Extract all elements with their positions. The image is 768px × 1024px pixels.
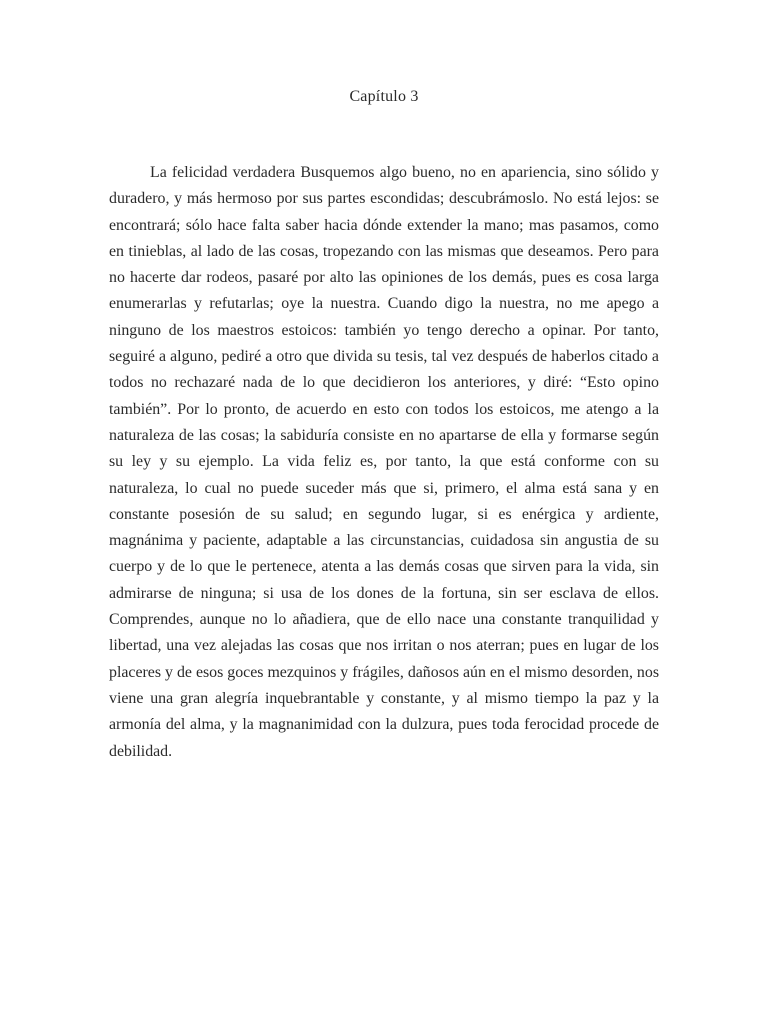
body-paragraph: La felicidad verdadera Busquemos algo bueno, no en apariencia, sino sólido y duradero, y más hermoso por sus partes escondidas; descubrámoslo. No está lejos: se encontrará; sólo hace falta saber hacia dónde extender la mano; mas pasamos, como en tinieblas, al lado de las cosas, tropezando con las mismas que deseamos. Pero para no hacerte dar rodeos, pasaré por alto las opiniones de los demás, pues es cosa larga enumerarlas y refutarlas; oye la nuestra. Cuando digo la nuestra, no me apego a ninguno de los maestros estoicos: también yo tengo derecho a opinar. Por tanto, seguiré a alguno, pediré a otro que divida su tesis, tal vez después de haberlos citado a todos no rechazaré nada de lo que decidieron los anteriores, y diré: “Esto opino también”. Por lo pronto, de acuerdo en esto con todos los estoicos, me atengo a la naturaleza de las cosas; la sabiduría consiste en no apartarse de ella y formarse según su ley y su ejemplo. La vida feliz es, por tanto, la que está conforme con su naturaleza, lo cual no puede suceder más que si, primero, el alma está sana y en constante posesión de su salud; en segundo lugar, si es enérgica y ardiente, magnánima y paciente, adaptable a las circunstancias, cuidadosa sin angustia de su cuerpo y de lo que le pertenece, atenta a las demás cosas que sirven para la vida, sin admirarse de ninguna; si usa de los dones de la fortuna, sin ser esclava de ellos. Comprendes, aunque no lo añadiera, que de ello nace una constante tranquilidad y libertad, una vez alejadas las cosas que nos irritan o nos aterran; pues en lugar de los placeres y de esos goces mezquinos y frágiles, dañosos aún en el mismo desorden, nos viene una gran alegría inquebrantable y constante, y al mismo tiempo la paz y la armonía del alma, y la magnanimidad con la dulzura, pues toda ferocidad procede de debilidad.	[109, 164, 659, 760]
chapter-title: Capítulo 3	[349, 88, 419, 105]
